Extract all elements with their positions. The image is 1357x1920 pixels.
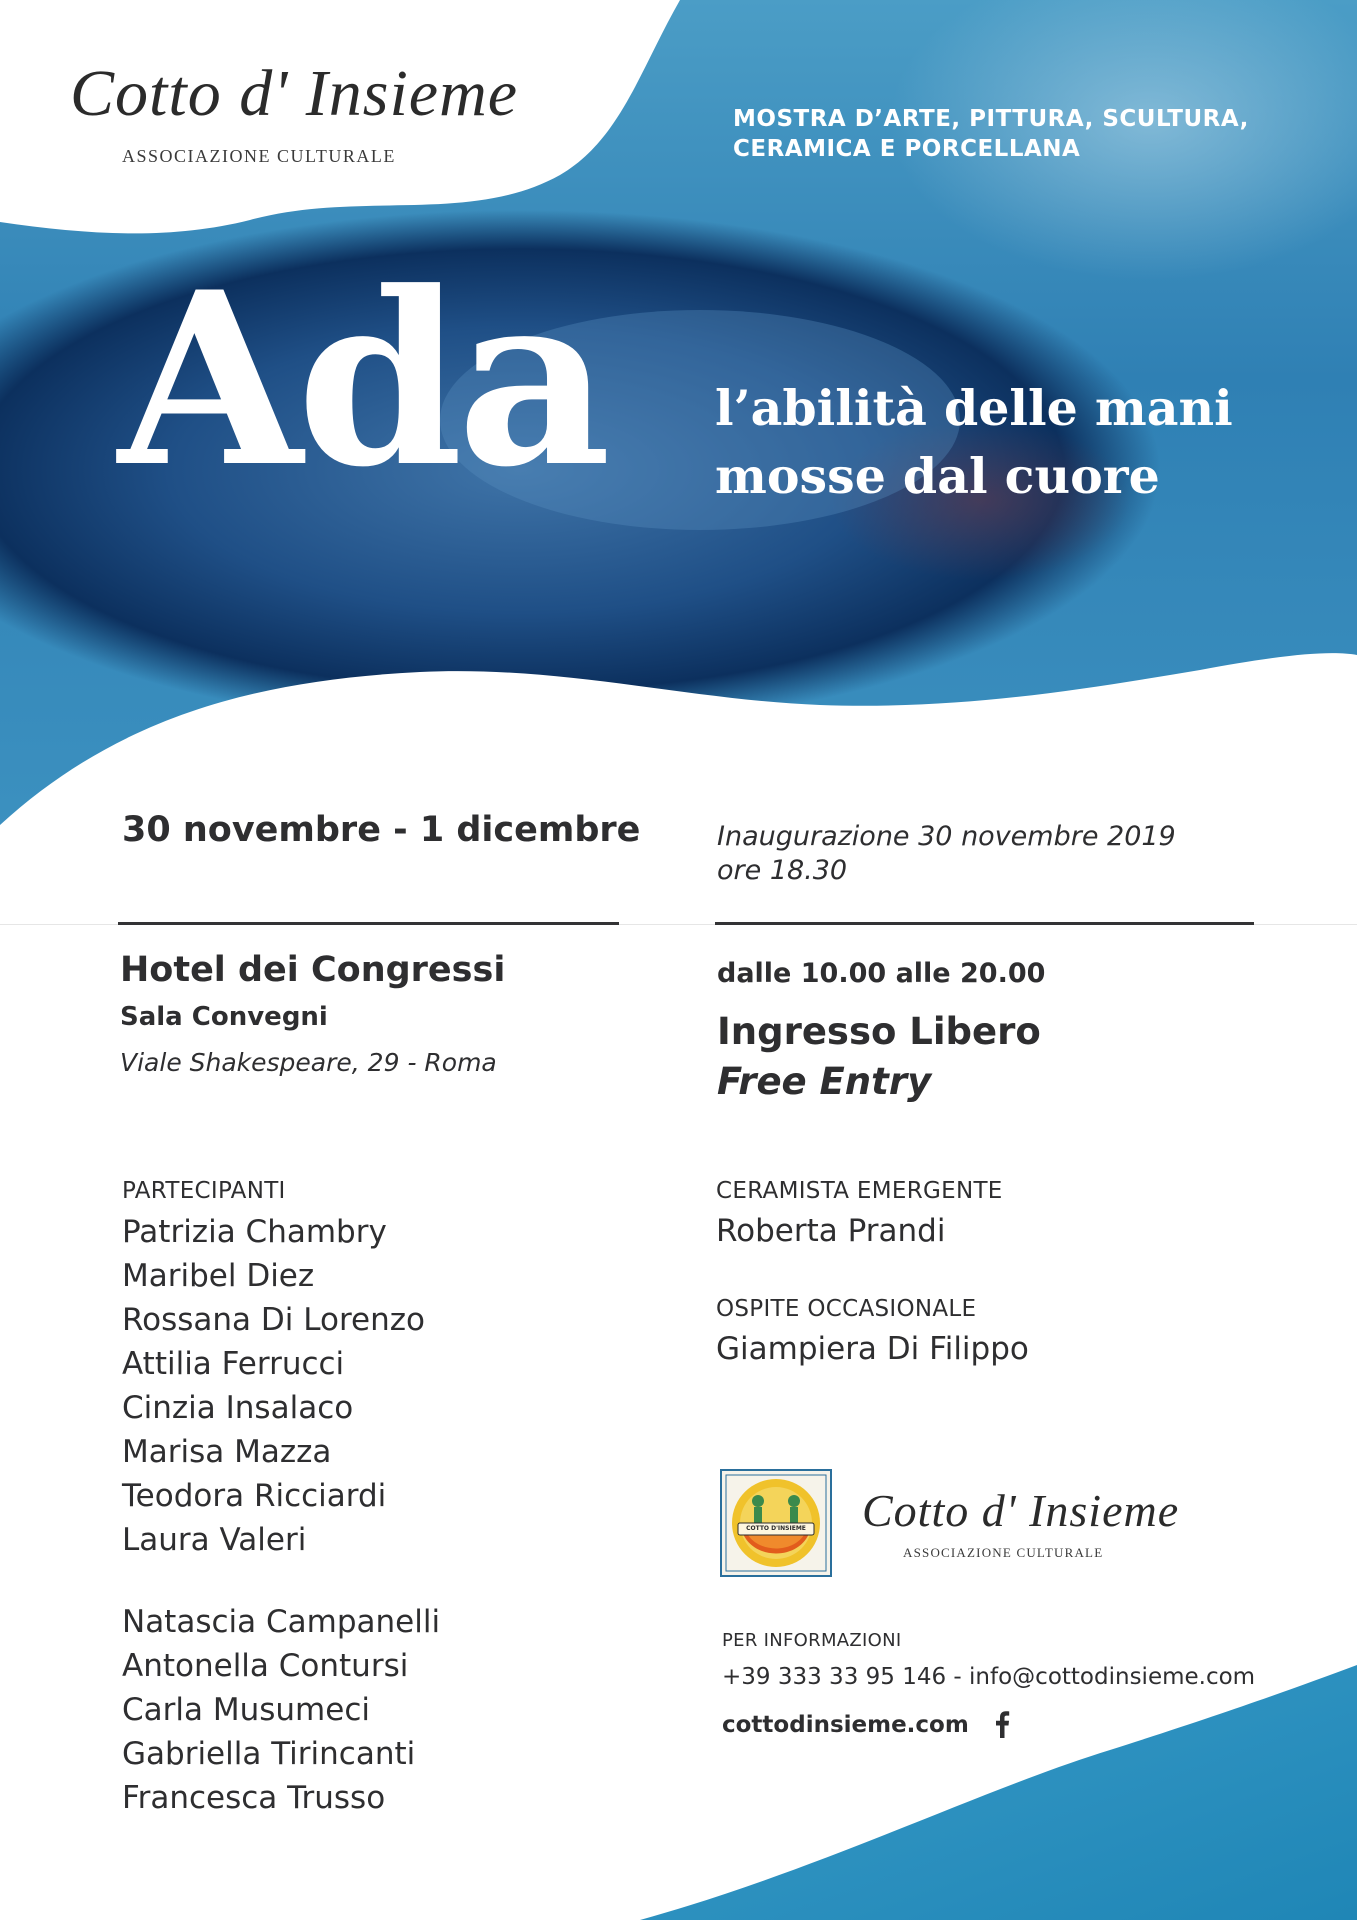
participant-name: Carla Musumeci [122,1692,370,1728]
participant-name: Attilia Ferrucci [122,1346,345,1382]
divider-right [715,922,1254,925]
opening-hours: dalle 10.00 alle 20.00 [717,958,1046,989]
entry-english: Free Entry [717,1060,932,1103]
participant-name: Patrizia Chambry [122,1214,387,1250]
participant-name: Antonella Contursi [122,1648,409,1684]
venue-room: Sala Convegni [120,1002,328,1032]
participant-name: Gabriella Tirincanti [122,1736,416,1772]
venue-name: Hotel dei Congressi [120,950,506,990]
contact-line[interactable]: +39 333 33 95 146 - info@cottodinsieme.com [722,1664,1256,1690]
association-badge-icon [720,1469,832,1577]
inauguration-time: ore 18.30 [717,855,848,886]
participant-name: Natascia Campanelli [122,1604,441,1640]
participant-name: Maribel Diez [122,1258,315,1294]
participants-label: PARTECIPANTI [122,1178,286,1204]
guest-label: OSPITE OCCASIONALE [716,1296,977,1322]
header-logo-title: Cotto d' Insieme [70,57,519,130]
guest-name: Giampiera Di Filippo [716,1331,1029,1367]
divider-left [118,922,619,925]
event-dates: 30 novembre - 1 dicembre [122,810,641,850]
subtitle-line-1: l’abilità delle mani [715,379,1233,437]
inauguration [717,820,1176,888]
participants-list-2 [122,1600,440,1820]
participant-name: Marisa Mazza [122,1434,332,1470]
subtitle-line-2: mosse dal cuore [715,447,1160,505]
tagline-line-1: MOSTRA D’ARTE, PITTURA, SCULTURA, [733,106,1249,132]
venue-address: Viale Shakespeare, 29 - Roma [120,1048,497,1077]
participant-name: Laura Valeri [122,1522,307,1558]
association-badge-label: COTTO D'INSIEME [746,1525,806,1532]
entry-italian: Ingresso Libero [717,1010,1041,1053]
facebook-icon[interactable] [994,1710,1010,1738]
participants-list-1 [122,1210,425,1562]
participant-name: Cinzia Insalaco [122,1390,354,1426]
emerging-name: Roberta Prandi [716,1213,946,1249]
exhibition-subtitle [715,374,1233,510]
emerging-label: CERAMISTA EMERGENTE [716,1178,1003,1204]
footer-logo-title: Cotto d' Insieme [862,1485,1180,1536]
footer-logo-subtitle: ASSOCIAZIONE CULTURALE [903,1545,1104,1560]
info-label: PER INFORMAZIONI [722,1630,902,1651]
tagline [733,104,1249,164]
participant-name: Teodora Ricciardi [122,1478,387,1514]
participant-name: Francesca Trusso [122,1780,386,1816]
website-link[interactable]: cottodinsieme.com [722,1712,969,1738]
participant-name: Rossana Di Lorenzo [122,1302,425,1338]
tagline-line-2: CERAMICA E PORCELLANA [733,136,1081,162]
inauguration-date: Inaugurazione 30 novembre 2019 [717,821,1176,852]
header-logo-subtitle: ASSOCIAZIONE CULTURALE [122,146,396,166]
exhibition-title: Ada [118,241,606,520]
